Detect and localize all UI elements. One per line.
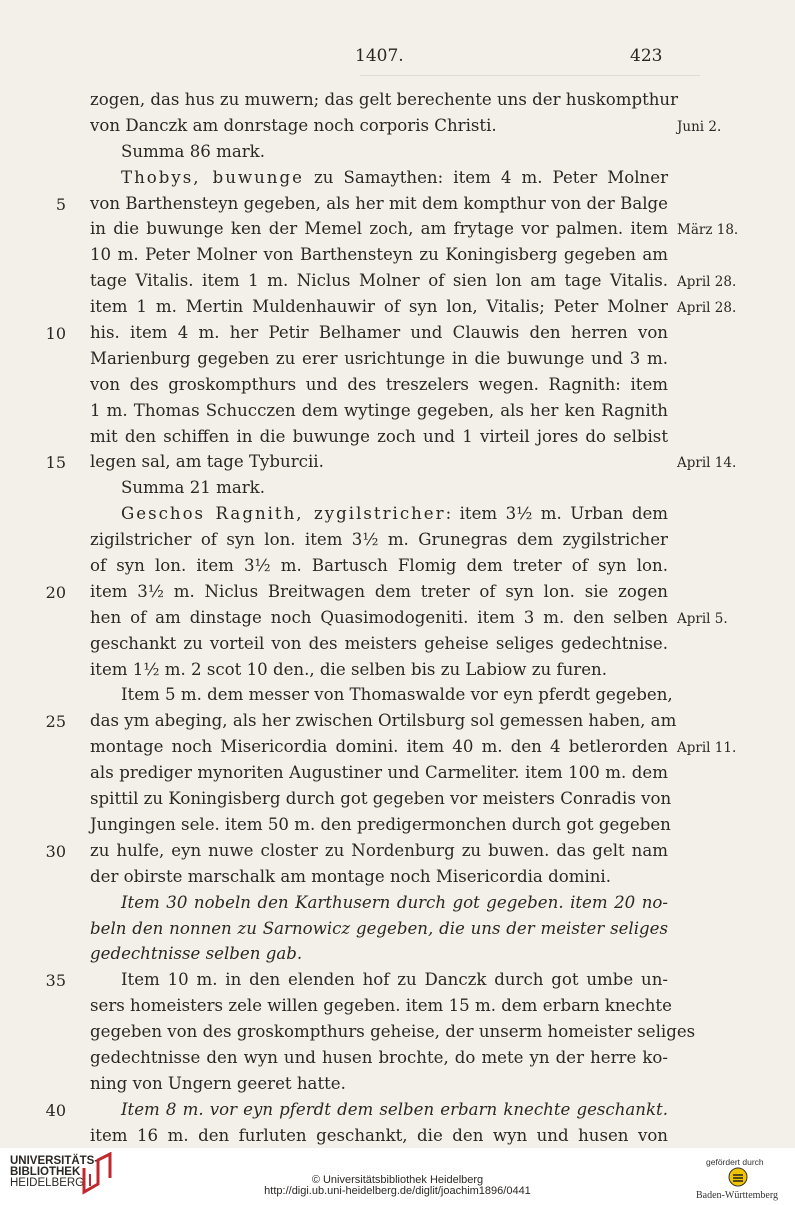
line-number: 30 [45,841,66,861]
text-line [0,709,795,735]
line-text: sers homeisters zele willen gegeben. item 15 m. dem erbarn knechte [90,996,672,1016]
page-number: 423 [630,46,663,66]
line-text: item 16 m. den furluten geschankt, die den wyn und husen von [90,1125,668,1145]
line-text: das ym abeging, als her zwischen Ortilsburg sol gemessen haben, am [90,711,677,731]
line-number: 40 [45,1100,66,1120]
text-line [0,1020,795,1046]
text-line [0,891,795,917]
line-text: gedechtnisse den wyn und husen brochte, do mete yn der herre ko- [90,1047,668,1067]
line-text: von des groskompthurs und des treszelers wegen. Ragnith: item [90,374,668,394]
text-line [0,476,795,502]
line-text [121,168,668,187]
text-body [0,88,795,1150]
line-text: ning von Ungern geeret hatte. [90,1073,346,1093]
text-line [0,192,795,218]
margin-date: April 14. [677,455,737,472]
text-line [0,217,795,243]
text-line [0,425,795,451]
line-text: in die buwunge ken der Memel zoch, am frytage vor palmen. item [90,219,668,239]
text-line [0,606,795,632]
text-line [0,1046,795,1072]
text-line [0,917,795,943]
line-text: von Barthensteyn gegeben, als her mit dem kompthur von der Balge [90,193,668,213]
coat-of-arms-icon [728,1167,748,1187]
line-text: Summa 21 mark. [121,478,265,498]
running-header-year: 1407. [355,46,404,66]
line-text: item 1 m. Mertin Muldenhauwir of syn lon, Vitalis; Peter Molner [90,297,668,317]
line-text: mit den schiffen in die buwunge zoch und 1 virteil jores do selbist [90,426,668,446]
line-text: legen sal, am tage Tyburcii. [90,452,324,472]
line-number: 5 [55,194,66,214]
text-line [0,1124,795,1150]
text-line [0,632,795,658]
line-text: Marienburg gegeben zu erer usrichtunge in die buwunge und 3 m. [90,348,668,368]
margin-date: April 11. [677,740,737,757]
copyright-text: © Universitätsbibliothek Heidelberg [311,1174,484,1186]
line-text: 10 m. Peter Molner von Barthensteyn zu Koningisberg gegeben am [90,245,668,265]
line-text: tage Vitalis. item 1 m. Niclus Molner of sien lon am tage Vitalis. [90,271,668,291]
sponsor-label: gefördert durch [706,1157,764,1167]
margin-date: Juni 2. [677,118,722,135]
line-number: 25 [45,712,66,732]
line-text: Jungingen sele. item 50 m. den predigermonchen durch got gegeben [90,814,671,834]
spaced-heading: Geschos Ragnith, zygilstricher [121,504,446,524]
line-number: 10 [45,324,66,344]
text-line [0,813,795,839]
footer [0,1148,795,1205]
line-text: als prediger mynoriten Augustiner und Carmeliter. item 100 m. dem [90,763,668,783]
line-number: 20 [45,582,66,602]
line-text: zu hulfe, eyn nuwe closter zu Nordenburg zu buwen. das gelt nam [90,840,668,860]
line-text: von Danczk am donrstage noch corporis Christi. [90,115,497,135]
heading-rest: zu Samaythen: item 4 m. Peter Molner [303,167,669,187]
text-line [0,114,795,140]
text-line [0,735,795,761]
text-line [0,994,795,1020]
text-line [0,269,795,295]
text-line [0,450,795,476]
text-line [0,787,795,813]
text-line [0,839,795,865]
line-text: item 1½ m. 2 scot 10 den., die selben bis zu Labiow zu furen. [90,659,607,679]
line-text: Item 30 nobeln den Karthusern durch got gegeben. item 20 no- [121,892,668,912]
text-line [0,166,795,192]
margin-date: April 5. [677,610,728,627]
text-line [0,1072,795,1098]
sponsor-name: Baden-Württemberg [696,1190,779,1201]
line-text: of syn lon. item 3½ m. Bartusch Flomig dem treter of syn lon. [90,556,668,576]
permalink[interactable]: http://digi.ub.uni-heidelberg.de/diglit/joachim1896/0441 [264,1185,531,1197]
line-text: his. item 4 m. her Petir Belhamer und Clauwis den herren von [90,323,668,343]
margin-date: März 18. [677,222,739,239]
text-line [0,140,795,166]
text-line [0,761,795,787]
text-line [0,580,795,606]
line-text: item 3½ m. Niclus Breitwagen dem treter of syn lon. sie zogen [90,581,668,601]
text-line [0,528,795,554]
line-text: zigilstricher of syn lon. item 3½ m. Grunegras dem zygilstricher [90,530,668,550]
line-text [121,504,668,523]
text-line [0,658,795,684]
line-text: spittil zu Koningisberg durch got gegeben vor meisters Conradis von [90,789,672,809]
text-line [0,88,795,114]
text-line [0,683,795,709]
line-text: hen of am dinstage noch Quasimodogeniti. item 3 m. den selben [90,607,668,627]
line-text: Summa 86 mark. [121,141,265,161]
line-text: zogen, das hus zu muwern; das gelt berechente uns der huskompthur [90,90,679,109]
line-text: montage noch Misericordia domini. item 40 m. den 4 betlerorden [90,737,668,757]
line-text: der obirste marschalk am montage noch Misericordia domini. [90,866,612,886]
line-number: 35 [45,971,66,991]
text-line [0,1098,795,1124]
text-line [0,243,795,269]
line-text: Item 10 m. in den elenden hof zu Danczk durch got umbe un- [121,970,668,990]
line-number: 15 [45,453,66,473]
line-text: geschankt zu vorteil von des meisters geheise seliges gedechtnise. [90,633,668,653]
text-line [0,968,795,994]
heading-rest: : item 3½ m. Urban dem [445,504,668,524]
line-text: Item 5 m. dem messer von Thomaswalde vor eyn pferdt gegeben, [121,685,673,705]
text-line [0,502,795,528]
line-text: gegeben von des groskompthurs geheise, der unserm homeister seliges [90,1022,696,1042]
line-text: Item 8 m. vor eyn pferdt dem selben erbarn knechte geschankt. [121,1099,668,1119]
text-line [0,865,795,891]
spaced-heading: Thobys, buwunge [121,167,304,187]
library-line-1: UNIVERSITÄTS- [10,1155,99,1167]
margin-date: April 28. [677,274,737,291]
text-line [0,554,795,580]
line-text: gedechtnisse selben gab. [90,944,303,964]
line-text: 1 m. Thomas Schucczen dem wytinge gegeben, als her ken Ragnith [90,400,668,420]
library-line-3: HEIDELBERG [10,1177,85,1189]
footer-credit [0,1175,795,1197]
text-line [0,321,795,347]
margin-date: April 28. [677,300,737,317]
text-line [0,399,795,425]
line-text: beln den nonnen zu Sarnowicz gegeben, die uns der meister seliges [90,918,668,938]
text-line [0,295,795,321]
text-line [0,942,795,968]
library-line-2: BIBLIOTHEK [10,1166,81,1178]
header-rule [360,75,700,76]
text-line [0,373,795,399]
text-line [0,347,795,373]
